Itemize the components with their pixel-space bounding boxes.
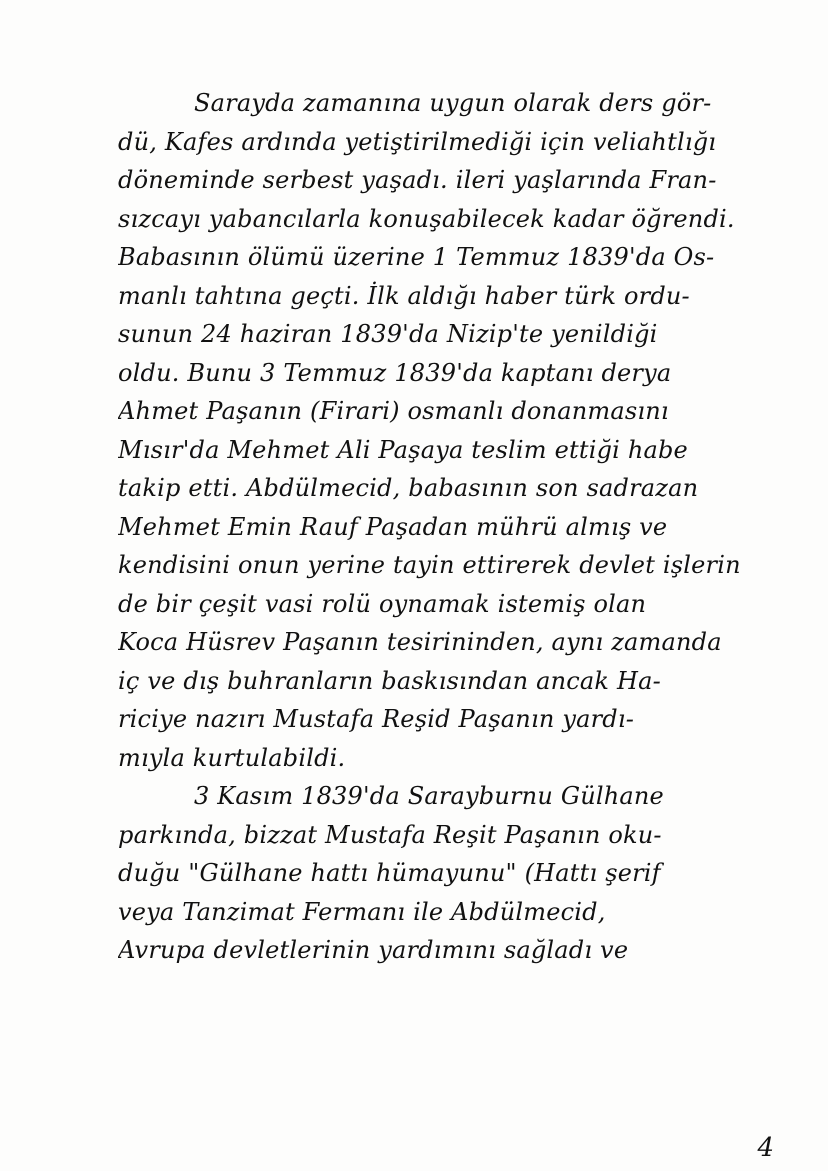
text-line: takip etti. Abdülmecid, babasının son sadrazan <box>118 474 699 502</box>
text-line: riciye nazırı Mustafa Reşid Paşanın yardı- <box>118 705 635 733</box>
text-line: kendisini onun yerine tayin ettirerek devlet işlerin <box>118 551 741 579</box>
text-line: manlı tahtına geçti. İlk aldığı haber türk ordu- <box>118 281 690 310</box>
text-line: Sarayda zamanına uygun olarak ders gör- <box>194 89 712 117</box>
text-line: Mısır'da Mehmet Ali Paşaya teslim ettiği habe <box>118 435 688 464</box>
text-line: duğu "Gülhane hattı hümayunu" (Hattı şerif <box>118 859 661 887</box>
text-line: Babasının ölümü üzerine 1 Temmuz 1839'da Os- <box>118 243 715 271</box>
text-line: Koca Hüsrev Paşanın tesirininden, aynı zamanda <box>118 628 722 656</box>
text-line: dü, Kafes ardında yetiştirilmediği için veliahtlığı <box>118 127 717 156</box>
text-line: döneminde serbest yaşadı. ileri yaşlarında Fran- <box>118 166 717 194</box>
handwritten-text-block <box>118 84 818 970</box>
text-line: sızcayı yabancılarla konuşabilecek kadar öğrendi. <box>118 204 735 233</box>
text-line: de bir çeşit vasi rolü oynamak istemiş olan <box>118 589 647 618</box>
text-line: Mehmet Emin Rauf Paşadan mührü almış ve <box>118 512 668 541</box>
text-line: Ahmet Paşanın (Firari) osmanlı donanmasını <box>118 397 669 425</box>
text-line: veya Tanzimat Fermanı ile Abdülmecid, <box>118 897 606 926</box>
text-line: sunun 24 haziran 1839'da Nizip'te yenildiği <box>118 320 658 348</box>
page-number: 4 <box>757 1133 774 1163</box>
text-line: mıyla kurtulabildi. <box>118 743 346 772</box>
text-line: iç ve dış buhranların baskısından ancak Ha- <box>118 666 661 695</box>
text-line: Avrupa devletlerinin yardımını sağladı ve <box>118 936 629 964</box>
text-line: parkında, bizzat Mustafa Reşit Paşanın oku- <box>118 820 662 849</box>
text-line: oldu. Bunu 3 Temmuz 1839'da kaptanı derya <box>118 358 672 387</box>
text-line: 3 Kasım 1839'da Sarayburnu Gülhane <box>194 782 664 810</box>
